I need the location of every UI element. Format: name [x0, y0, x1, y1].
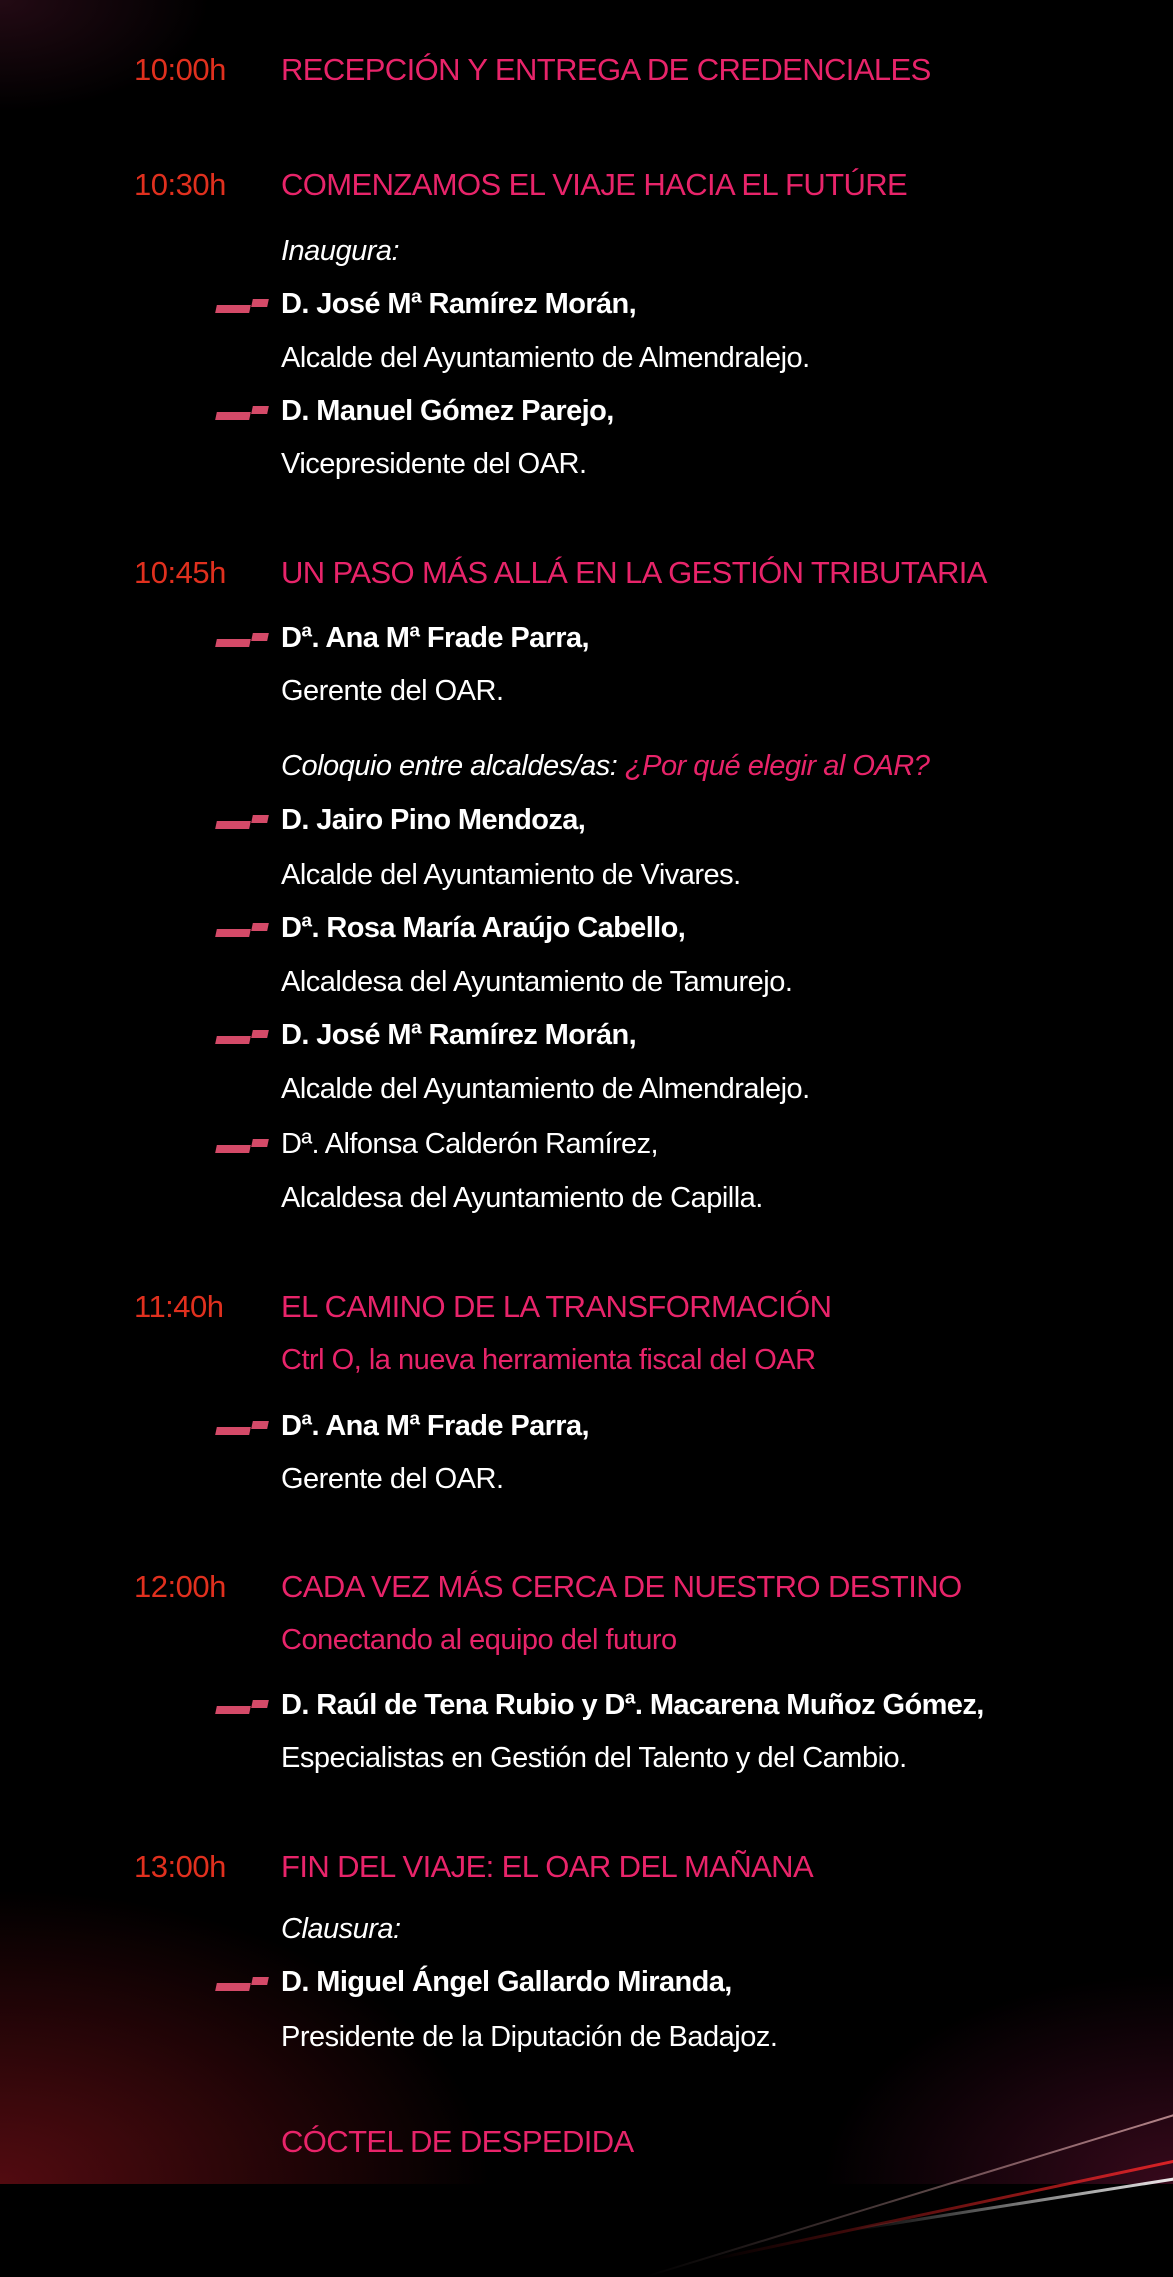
speaker-name: D. Raúl de Tena Rubio y Dª. Macarena Muñoz Gómez, [281, 1689, 984, 1721]
bullet-icon [216, 406, 268, 420]
bullet-icon [216, 299, 268, 313]
speaker-role: Alcalde del Ayuntamiento de Almendralejo. [281, 1073, 810, 1105]
speaker-role: Presidente de la Diputación de Badajoz. [281, 2021, 778, 2053]
speaker-role: Gerente del OAR. [281, 675, 504, 707]
closing-title: CÓCTEL DE DESPEDIDA [281, 2124, 634, 2159]
bullet-icon [216, 815, 268, 829]
session-time: 10:45h [134, 555, 226, 590]
intro-label: Coloquio entre alcaldes/as: [281, 750, 625, 782]
speaker-role: Vicepresidente del OAR. [281, 448, 587, 480]
session-title: EL CAMINO DE LA TRANSFORMACIÓN [281, 1289, 832, 1324]
speaker-role: Alcaldesa del Ayuntamiento de Tamurejo. [281, 966, 793, 998]
session-time: 10:00h [134, 52, 226, 87]
session-intro [281, 231, 399, 271]
session-intro [281, 1909, 401, 1949]
session-subtitle: Conectando al equipo del futuro [281, 1624, 677, 1656]
speaker-role: Especialistas en Gestión del Talento y del Cambio. [281, 1742, 907, 1774]
speaker-role: Alcalde del Ayuntamiento de Vivares. [281, 859, 741, 891]
speaker-name: Dª. Ana Mª Frade Parra, [281, 622, 589, 654]
bullet-icon [216, 1139, 268, 1153]
session-time: 11:40h [134, 1289, 224, 1324]
speaker-role: Alcaldesa del Ayuntamiento de Capilla. [281, 1182, 763, 1214]
speaker-name: D. Miguel Ángel Gallardo Miranda, [281, 1966, 732, 1998]
session-title: CADA VEZ MÁS CERCA DE NUESTRO DESTINO [281, 1569, 962, 1604]
speaker-name: D. José Mª Ramírez Morán, [281, 1019, 637, 1051]
session-title: COMENZAMOS EL VIAJE HACIA EL FUTÚRE [281, 167, 908, 202]
bullet-icon [216, 923, 268, 937]
speaker-name: Dª. Rosa María Araújo Cabello, [281, 912, 686, 944]
speaker-name: Dª. Ana Mª Frade Parra, [281, 1410, 589, 1442]
session-title: RECEPCIÓN Y ENTREGA DE CREDENCIALES [281, 52, 931, 87]
session-subtitle: Ctrl O, la nueva herramienta fiscal del OAR [281, 1344, 816, 1376]
speaker-name: D. José Mª Ramírez Morán, [281, 288, 637, 320]
intro-highlight: ¿Por qué elegir al OAR? [624, 750, 930, 782]
session-title: UN PASO MÁS ALLÁ EN LA GESTIÓN TRIBUTARIA [281, 555, 987, 590]
speaker-role: Gerente del OAR. [281, 1463, 504, 1495]
bullet-icon [216, 1030, 268, 1044]
session-time: 10:30h [134, 167, 226, 202]
bullet-icon [216, 633, 268, 647]
intro-label: Clausura: [281, 1913, 401, 1945]
speaker-name: D. Jairo Pino Mendoza, [281, 804, 586, 836]
speaker-name: D. Manuel Gómez Parejo, [281, 395, 614, 427]
bullet-icon [216, 1421, 268, 1435]
speaker-role: Alcalde del Ayuntamiento de Almendralejo. [281, 342, 810, 374]
speaker-name: Dª. Alfonsa Calderón Ramírez, [281, 1128, 658, 1160]
session-time: 12:00h [134, 1569, 226, 1604]
intro-label: Inaugura: [281, 235, 400, 267]
session-time: 13:00h [134, 1849, 226, 1884]
session-title: FIN DEL VIAJE: EL OAR DEL MAÑANA [281, 1849, 814, 1884]
bullet-icon [216, 1977, 268, 1991]
session-intro [281, 746, 929, 786]
bullet-icon [216, 1700, 268, 1714]
